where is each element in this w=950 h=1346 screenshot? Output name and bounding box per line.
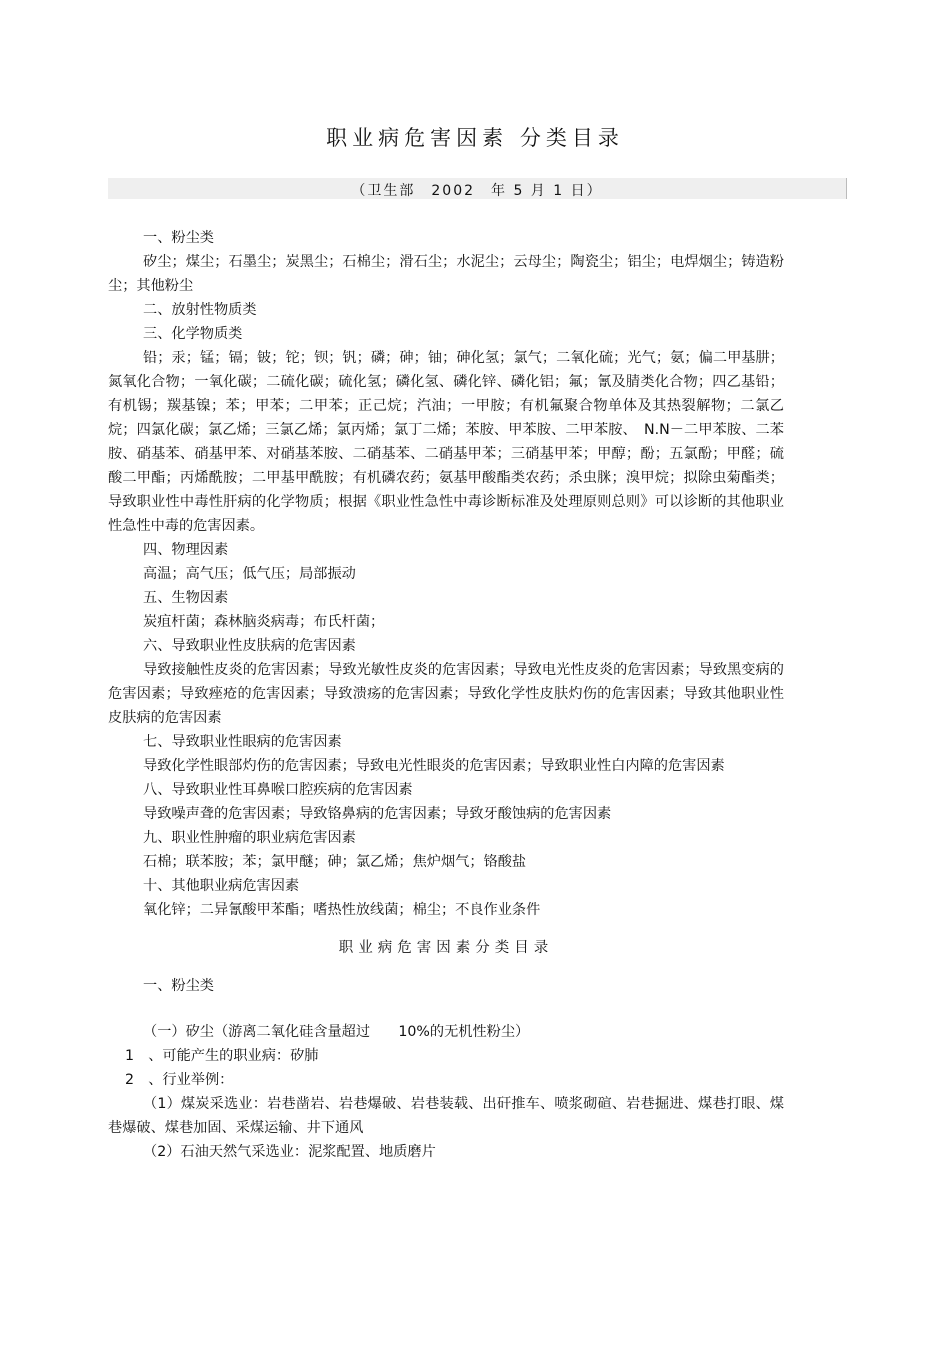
part2-item-1: 1 、可能产生的职业病：矽肺 xyxy=(125,1048,319,1064)
section-heading: 九、职业性肿瘤的职业病危害因素 xyxy=(143,830,356,846)
section-text: 导致噪声聋的危害因素；导致铬鼻病的危害因素；导致牙酸蚀病的危害因素 xyxy=(143,806,612,822)
part2-subitem-2: （2）石油天然气采选业：泥浆配置、地质磨片 xyxy=(143,1144,436,1160)
part2-heading: 一、粉尘类 xyxy=(143,978,214,994)
section-text: 导致化学性眼部灼伤的危害因素；导致电光性眼炎的危害因素；导致职业性白内障的危害因素 xyxy=(143,758,725,774)
section-text: 氧化锌；二异氰酸甲苯酯；嗜热性放线菌；棉尘；不良作业条件 xyxy=(143,902,541,918)
document-title: 职业病危害因素 分类目录 xyxy=(326,126,624,150)
section-heading: 五、生物因素 xyxy=(143,590,229,606)
part2-subheading: （一）矽尘（游离二氧化硅含量超过 10%的无机性粉尘） xyxy=(143,1024,530,1040)
section-text: 炭疽杆菌；森林脑炎病毒；布氏杆菌； xyxy=(143,614,385,630)
document-body xyxy=(108,226,784,1164)
section-heading: 三、化学物质类 xyxy=(143,326,243,342)
part2-title: 职业病危害因素分类目录 xyxy=(338,940,554,956)
section-heading: 十、其他职业病危害因素 xyxy=(143,878,300,894)
section-text: 高温；高气压；低气压；局部振动 xyxy=(143,566,356,582)
part2-item-2: 2 、行业举例： xyxy=(125,1072,234,1088)
section-heading: 四、物理因素 xyxy=(143,542,229,558)
section-text: 导致接触性皮炎的危害因素；导致光敏性皮炎的危害因素；导致电光性皮炎的危害因素；导致黑变病的危害因素；导致痤疮的危害因素；导致溃疡的危害因素；导致化学性皮肤灼伤的危害因素；导致其他职业性皮肤病的危害因素 xyxy=(108,662,784,726)
section-heading: 二、放射性物质类 xyxy=(143,302,257,318)
section-heading: 一、粉尘类 xyxy=(143,230,214,246)
section-heading: 七、导致职业性眼病的危害因素 xyxy=(143,734,342,750)
document-subtitle: （卫生部 2002 年 5 月 1 日） xyxy=(351,183,603,199)
part2-subitem-1: （1）煤炭采选业：岩巷凿岩、岩巷爆破、岩巷装载、出矸推车、喷浆砌碹、岩巷掘进、煤巷打眼、煤巷爆破、煤巷加固、采煤运输、井下通风 xyxy=(108,1096,784,1136)
section-text: 矽尘；煤尘；石墨尘；炭黑尘；石棉尘；滑石尘；水泥尘；云母尘；陶瓷尘；铝尘；电焊烟尘；铸造粉尘；其他粉尘 xyxy=(108,254,784,294)
section-heading: 八、导致职业性耳鼻喉口腔疾病的危害因素 xyxy=(143,782,413,798)
section-text: 石棉；联苯胺；苯；氯甲醚；砷；氯乙烯；焦炉烟气；铬酸盐 xyxy=(143,854,527,870)
section-heading: 六、导致职业性皮肤病的危害因素 xyxy=(143,638,356,654)
section-text: 铅；汞；锰；镉；铍；铊；钡；钒；磷；砷；铀；砷化氢；氯气；二氧化硫；光气；氨；偏二甲基肼；氮氧化合物；一氧化碳；二硫化碳；硫化氢；磷化氢、磷化锌、磷化铝；氟；氰及腈类化合物；四乙基铅；有机锡；羰基镍；苯；甲苯；二甲苯；正己烷；汽油；一甲胺；有机氟聚合物单体及其热裂解物；二氯乙烷；四氯化碳；氯乙烯；三氯乙烯；氯丙烯；氯丁二烯；苯胺、甲苯胺、二甲苯胺、 N.N－二甲苯胺、二苯胺、硝基苯、硝基甲苯、对硝基苯胺、二硝基苯、二硝基甲苯；三硝基甲苯；甲醇；酚；五氯酚；甲醛；硫酸二甲酯；丙烯酰胺；二甲基甲酰胺；有机磷农药；氨基甲酸酯类农药；杀虫脒；溴甲烷；拟除虫菊酯类；导致职业性中毒性肝病的化学物质；根据《职业性急性中毒诊断标准及处理原则总则》可以诊断的其他职业性急性中毒的危害因素。 xyxy=(108,350,784,534)
